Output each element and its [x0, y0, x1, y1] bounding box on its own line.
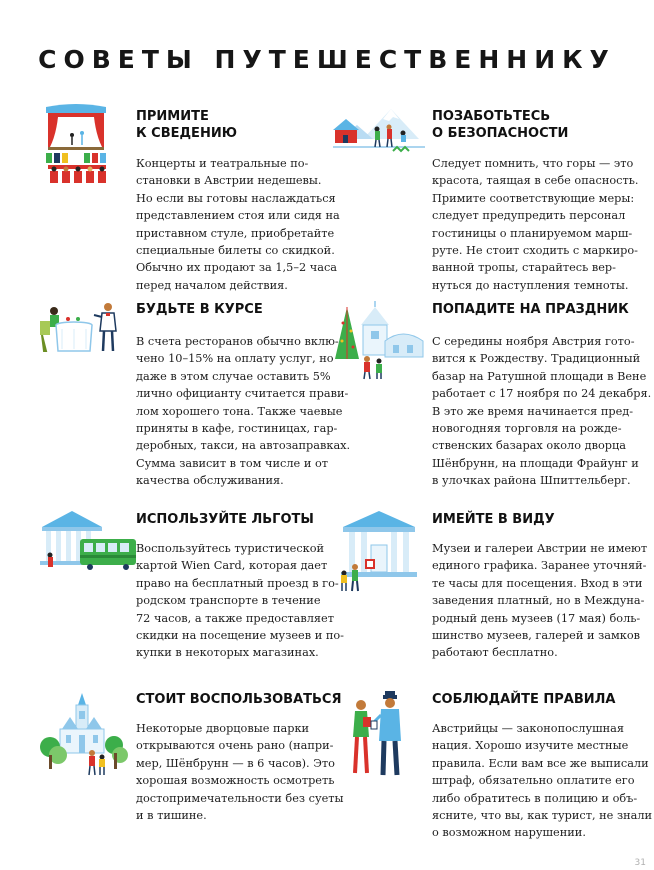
tip-heading: ПОЗАБОТЬТЕСЬ О БЕЗОПАСНОСТИ: [432, 109, 569, 141]
tip-heading: ПОПАДИТЕ НА ПРАЗДНИК: [432, 302, 629, 317]
tip-section: [38, 509, 344, 660]
tip-section: [333, 509, 648, 660]
tip-heading: ПРИМИТЕ К СВЕДЕНИЮ: [136, 109, 237, 141]
tip-body: Концерты и театральные по- становки в Австрии недешевы. Но если вы готовы наслаждаться представлением стоя или сидя на приставном стуле, приобретайте специальные билеты со скидкой. Обычно их продают за 1,5–2 часа перед началом действия.: [136, 157, 340, 292]
tip-body: Музеи и галереи Австрии не имеют единого графика. Заранее уточняй- те часы для посещения. Вход в эти заведения платный, но в Междуна- родный день музеев (17 мая) боль- шинство музеев, галерей и замков работают бесплатно.: [432, 542, 648, 660]
tip-heading: ИСПОЛЬЗУЙТЕ ЛЬГОТЫ: [136, 512, 314, 527]
christmas-market-icon: [333, 301, 427, 381]
tip-body: Австрийцы — законопослушная нация. Хорошо изучите местные правила. Если вам все же выписали штраф, обязательно оплатите его либо обратитесь в полицию и объ- ясните, что вы, как турист, не знали о возможном нарушении.: [432, 722, 653, 840]
tip-body: С середины ноября Австрия гото- вится к Рождеству. Традиционный базар на Ратушной площади в Вене работает с 17 ноября по 24 декабря. В это же время начинается пред- новогодняя торговля на рожде- ственских базарах около дворца Шёнбрунн, на площади Фрайунг и в улочках района Шпиттельберг.: [432, 335, 652, 488]
tip-body: В счета ресторанов обычно вклю- чено 10–15% на оплату услуг, но даже в этом случае оставить 5% лично официанту считается прави- лом хорошего тона. Также чаевые приняты в кафе, гостиницах, гар- деробных, такси, на автозаправках. Сумма зависит в том числе и от качества обслуживания.: [136, 335, 351, 488]
museum-visitors-icon: [333, 509, 423, 593]
tip-body: Воспользуйтесь туристической картой Wien Card, которая дает право на бесплатный проезд в го- родском транспорте в течение 72 часов, а также предоставляет скидки на посещение музеев и по- купки в некоторых магазинах.: [136, 542, 344, 660]
tip-section: [38, 689, 344, 839]
tip-heading: БУДЬТЕ В КУРСЕ: [136, 302, 263, 317]
tip-heading: СОБЛЮДАЙТЕ ПРАВИЛА: [432, 692, 616, 707]
restaurant-waiter-icon: [38, 301, 124, 361]
tip-section: [38, 301, 351, 488]
page-title: СОВЕТЫ ПУТЕШЕСТВЕННИКУ: [38, 45, 616, 74]
palace-park-icon: [38, 689, 130, 779]
tip-section: [333, 301, 652, 488]
police-officer-icon: [333, 689, 413, 781]
page-number: 31: [634, 858, 646, 868]
tip-body: Некоторые дворцовые парки открываются очень рано (напри- мер, Шёнбрунн — в 6 часов). Это хорошая возможность осмотреть достопримечательности без суеты и в тишине.: [136, 722, 344, 823]
tip-heading: СТОИТ ВОСПОЛЬЗОВАТЬСЯ: [136, 692, 342, 707]
tip-heading: ИМЕЙТЕ В ВИДУ: [432, 512, 555, 527]
mountain-hikers-icon: [333, 103, 425, 163]
tip-section: [42, 103, 340, 292]
tip-section: [333, 689, 653, 840]
tip-body: Следует помнить, что горы — это красота, таящая в себе опасность. Примите соответствующие меры: следует предупредить персонал гостиницы о планируемом марш- руте. Не стоит сходить с маркиро- ванной тропы, старайтесь вер- нуться до наступления темноты.: [432, 157, 639, 292]
tip-section: [333, 103, 639, 292]
museum-tram-icon: [38, 509, 138, 581]
theater-stage-icon: [42, 103, 110, 193]
